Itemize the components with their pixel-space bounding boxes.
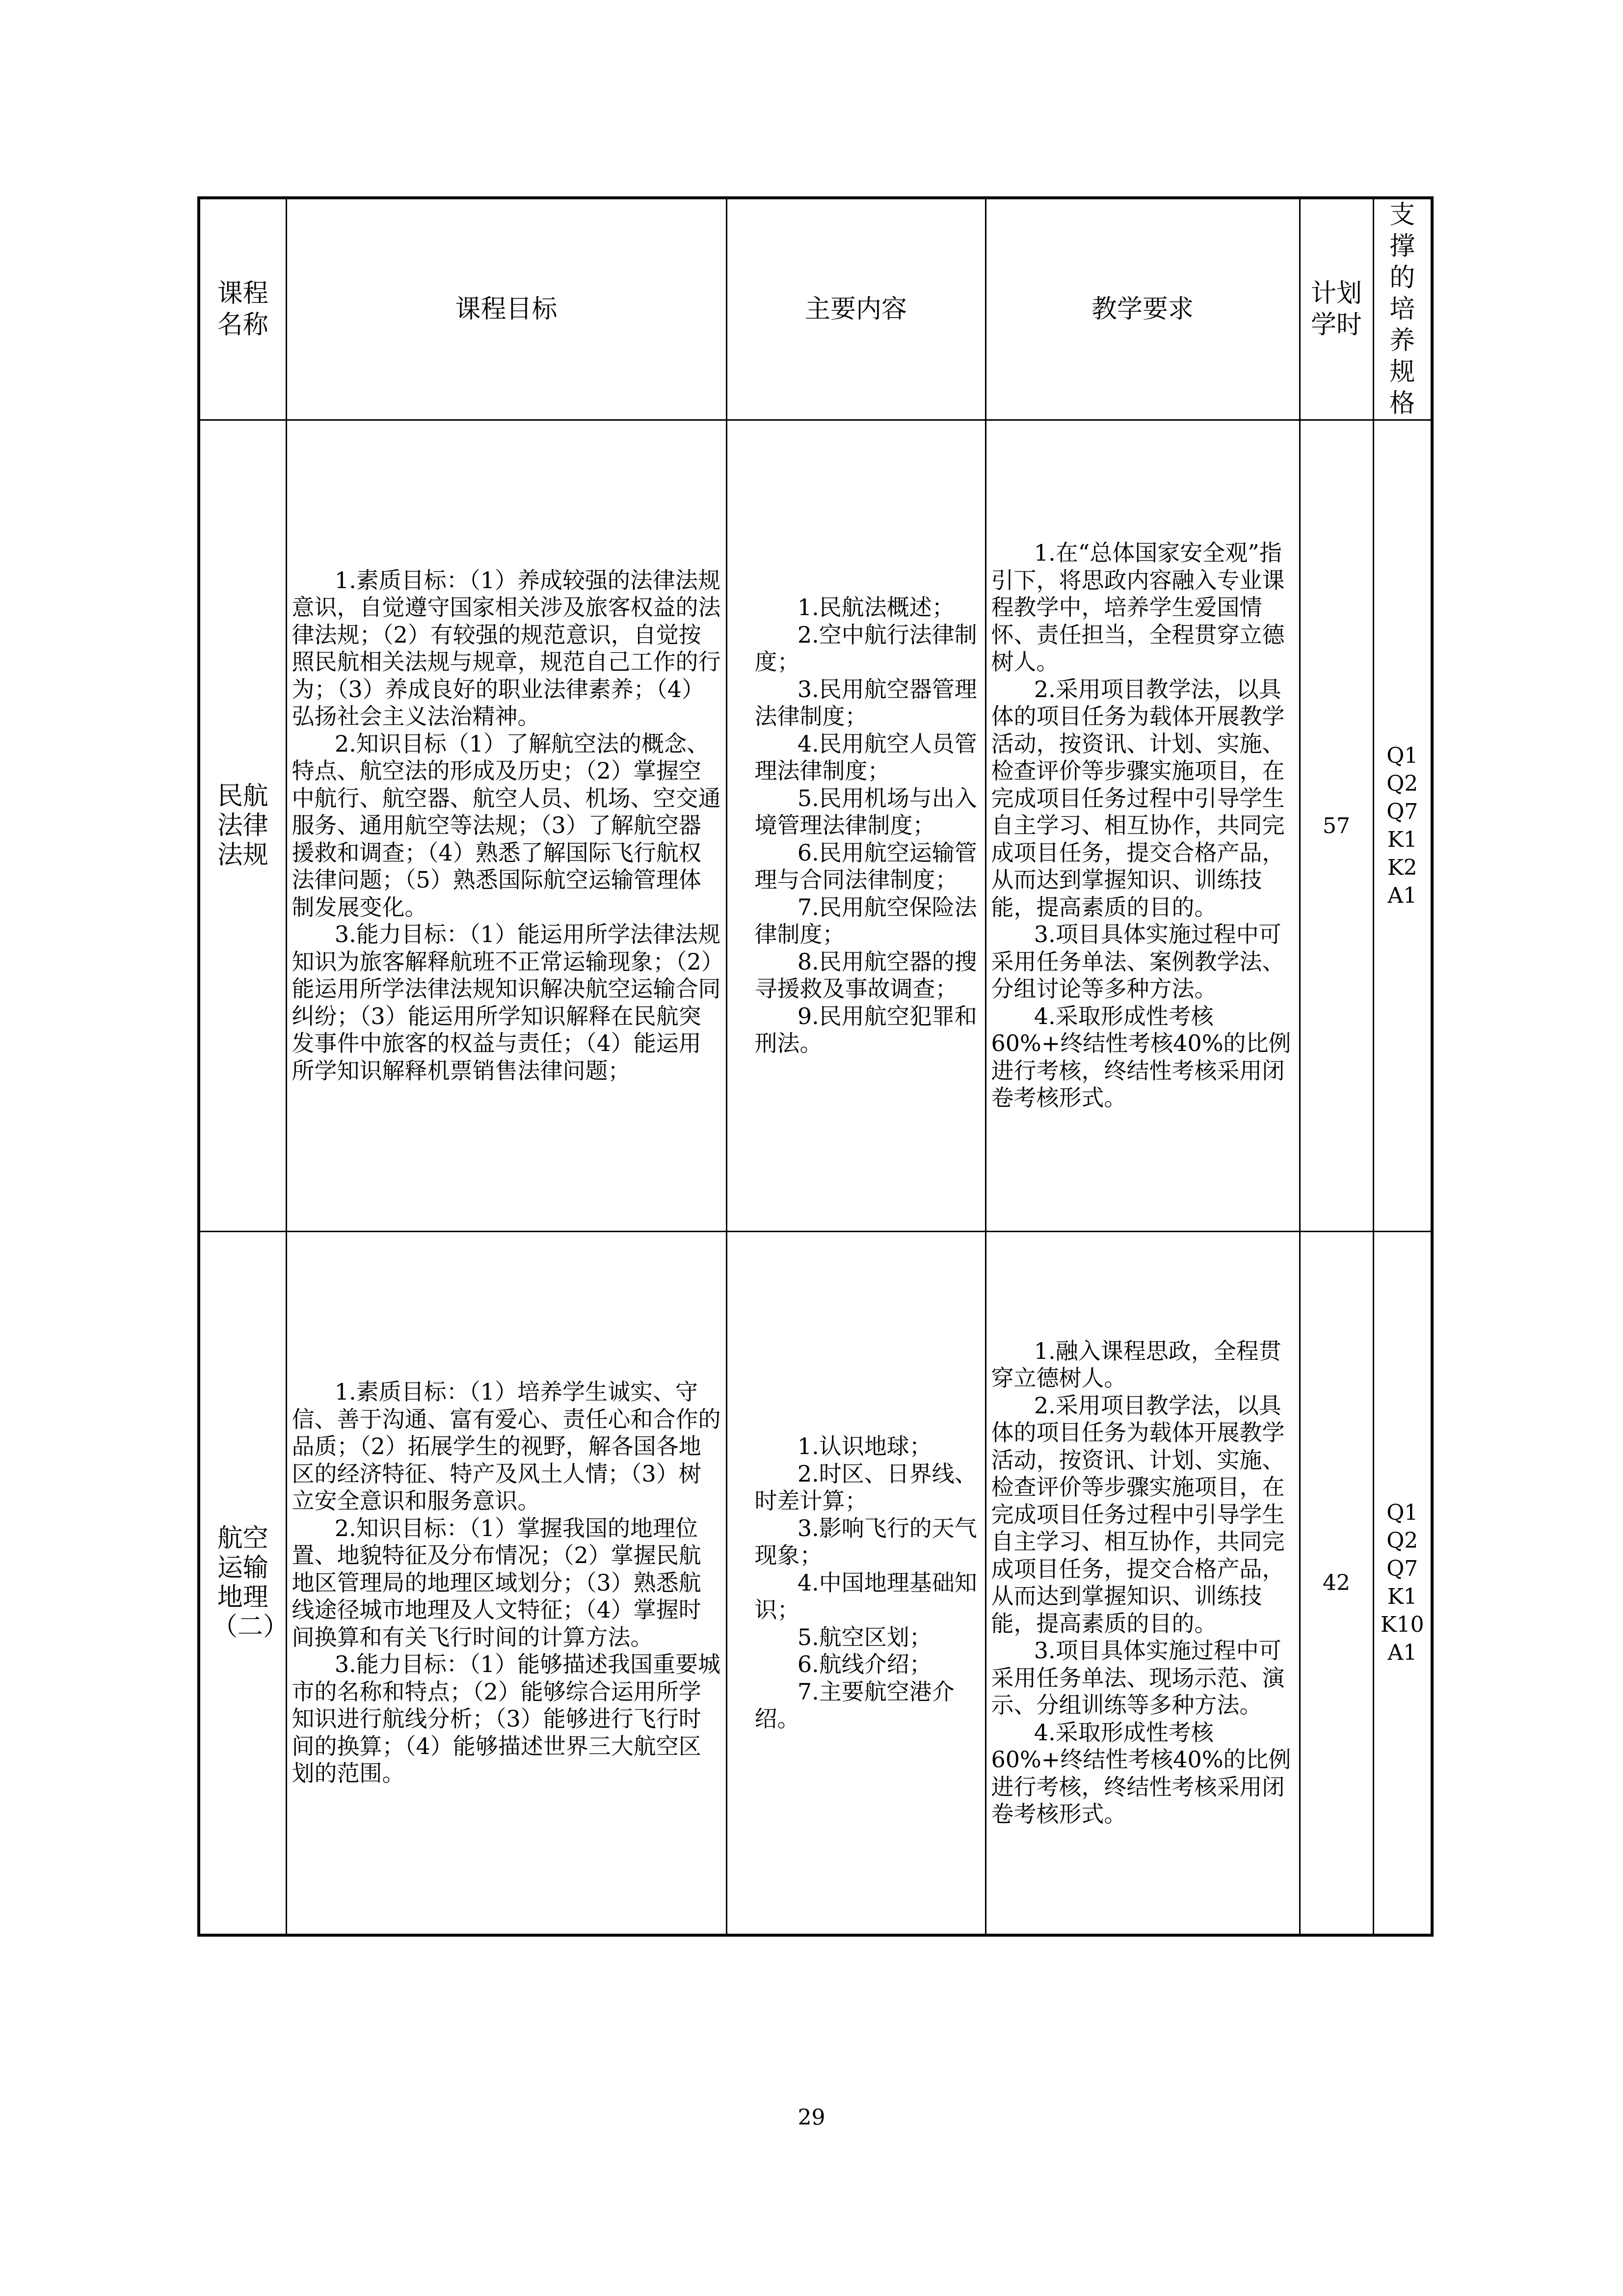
header-planned-hours: 计划学时 — [1300, 198, 1373, 420]
content-item: 4.中国地理基础知识； — [754, 1569, 977, 1623]
table-row — [199, 420, 1432, 1232]
spec-code: Q1 — [1386, 1500, 1418, 1526]
spec-code: K10 — [1380, 1612, 1424, 1638]
course-goal — [286, 420, 726, 1232]
course-name: 航空运输地理（二） — [199, 1232, 286, 1935]
spec-code: K1 — [1387, 827, 1417, 852]
teaching-requirements — [985, 1232, 1300, 1935]
requirement-paragraph: 2.采用项目教学法，以具体的项目任务为载体开展教学活动，按资讯、计划、实施、检查评价等步骤实施项目，在完成项目任务过程中引导学生自主学习、相互协作，共同完成项目任务，提交合格产品，从而达到掌握知识、训练技能，提高素质的目的。 — [991, 675, 1285, 920]
content-item: 1.民航法概述； — [797, 594, 955, 621]
main-content — [726, 420, 985, 1232]
content-item: 6.民用航空运输管理与合同法律制度； — [754, 839, 977, 893]
spec-code: Q2 — [1386, 1528, 1418, 1554]
page-number: 29 — [798, 2105, 825, 2130]
header-main-content: 主要内容 — [726, 198, 985, 420]
teaching-requirements — [985, 420, 1300, 1232]
spec-code: Q7 — [1386, 799, 1418, 824]
header-course-goal: 课程目标 — [286, 198, 726, 420]
goal-paragraph: 1.素质目标：（1）养成较强的法律法规意识，自觉遵守国家相关涉及旅客权益的法律法规；（2）有较强的规范意识，自觉按照民航相关法规与规章，规范自己工作的行为；（3）养成良好的职业法律素养；（4）弘扬社会主义法治精神。 — [292, 567, 721, 730]
content-item: 2.时区、日界线、时差计算； — [754, 1460, 977, 1514]
content-item: 5.航空区划； — [797, 1623, 932, 1650]
header-teaching-requirements: 教学要求 — [985, 198, 1300, 420]
header-row — [199, 198, 1432, 420]
supported-spec — [1373, 420, 1432, 1232]
course-table — [197, 196, 1434, 1937]
content-item: 5.民用机场与出入境管理法律制度； — [754, 784, 977, 839]
table-row — [199, 1232, 1432, 1935]
content-item: 3.影响飞行的天气现象； — [754, 1514, 977, 1568]
requirement-paragraph: 2.采用项目教学法，以具体的项目任务为载体开展教学活动，按资讯、计划、实施、检查评价等步骤实施项目，在完成项目任务过程中引导学生自主学习、相互协作，共同完成项目任务，提交合格产品，从而达到掌握知识、训练技能，提高素质的目的。 — [991, 1392, 1285, 1637]
content-item: 1.认识地球； — [797, 1433, 932, 1459]
spec-code: Q1 — [1386, 743, 1418, 768]
requirement-paragraph: 1.融入课程思政，全程贯穿立德树人。 — [991, 1337, 1281, 1392]
course-name: 民航法律法规 — [199, 420, 286, 1232]
planned-hours: 42 — [1300, 1232, 1373, 1935]
main-content — [726, 1232, 985, 1935]
content-item: 3.民用航空器管理法律制度； — [754, 675, 977, 730]
requirement-paragraph: 3.项目具体实施过程中可采用任务单法、案例教学法、分组讨论等多种方法。 — [991, 921, 1285, 1002]
content-item: 8.民用航空器的搜寻援救及事故调查； — [754, 948, 977, 1002]
spec-code: K1 — [1387, 1584, 1417, 1610]
planned-hours: 57 — [1300, 420, 1373, 1232]
header-course-name: 课程名称 — [199, 198, 286, 420]
content-item: 9.民用航空犯罪和刑法。 — [754, 1002, 977, 1057]
goal-paragraph: 1.素质目标：（1）培养学生诚实、守信、善于沟通、富有爱心、责任心和合作的品质；（2）拓展学生的视野，解各国各地区的经济特征、特产及风土人情；（3）树立安全意识和服务意识。 — [292, 1378, 721, 1514]
goal-paragraph: 3.能力目标：（1）能够描述我国重要城市的名称和特点；（2）能够综合运用所学知识进行航线分析；（3）能够进行飞行时间的换算；（4）能够描述世界三大航空区划的范围。 — [292, 1651, 721, 1786]
header-supported-spec: 支撑的培养规格 — [1373, 198, 1432, 420]
content-item: 4.民用航空人员管理法律制度； — [754, 730, 977, 784]
content-item: 2.空中航行法律制度； — [754, 621, 977, 675]
course-goal — [286, 1232, 726, 1935]
supported-spec — [1373, 1232, 1432, 1935]
spec-code: Q2 — [1386, 771, 1418, 796]
spec-code: Q7 — [1386, 1556, 1418, 1582]
goal-paragraph: 2.知识目标：（1）掌握我国的地理位置、地貌特征及分布情况；（2）掌握民航地区管理局的地理区域划分；（3）熟悉航线途径城市地理及人文特征；（4）掌握时间换算和有关飞行时间的计算方法。 — [292, 1514, 701, 1650]
goal-paragraph: 2.知识目标（1）了解航空法的概念、特点、航空法的形成及历史；（2）掌握空中航行、航空器、航空人员、机场、空交通服务、通用航空等法规；（3）了解航空器援救和调查；（4）熟悉了解国际飞行航权法律问题；（5）熟悉国际航空运输管理体制发展变化。 — [292, 730, 721, 920]
spec-code: A1 — [1387, 883, 1417, 908]
content-item: 6.航线介绍； — [797, 1651, 932, 1677]
requirement-paragraph: 1.在“总体国家安全观”指引下，将思政内容融入专业课程教学中，培养学生爱国情怀、责任担当，全程贯穿立德树人。 — [991, 540, 1285, 675]
spec-code: A1 — [1387, 1640, 1417, 1666]
content-item: 7.民用航空保险法律制度； — [754, 893, 977, 948]
requirement-paragraph: 4.采取形成性考核60%+终结性考核40%的比例进行考核，终结性考核采用闭卷考核形式。 — [991, 1719, 1291, 1828]
content-item: 7.主要航空港介绍。 — [754, 1678, 955, 1732]
requirement-paragraph: 4.采取形成性考核60%+终结性考核40%的比例进行考核，终结性考核采用闭卷考核形式。 — [991, 1002, 1291, 1111]
goal-paragraph: 3.能力目标：（1）能运用所学法律法规知识为旅客解释航班不正常运输现象；（2）能运用所学法律法规知识解决航空运输合同纠纷；（3）能运用所学知识解释在民航突发事件中旅客的权益与责任；（4）能运用所学知识解释机票销售法律问题； — [292, 921, 721, 1084]
requirement-paragraph: 3.项目具体实施过程中可采用任务单法、现场示范、演示、分组训练等多种方法。 — [991, 1637, 1285, 1719]
spec-code: K2 — [1387, 855, 1417, 880]
